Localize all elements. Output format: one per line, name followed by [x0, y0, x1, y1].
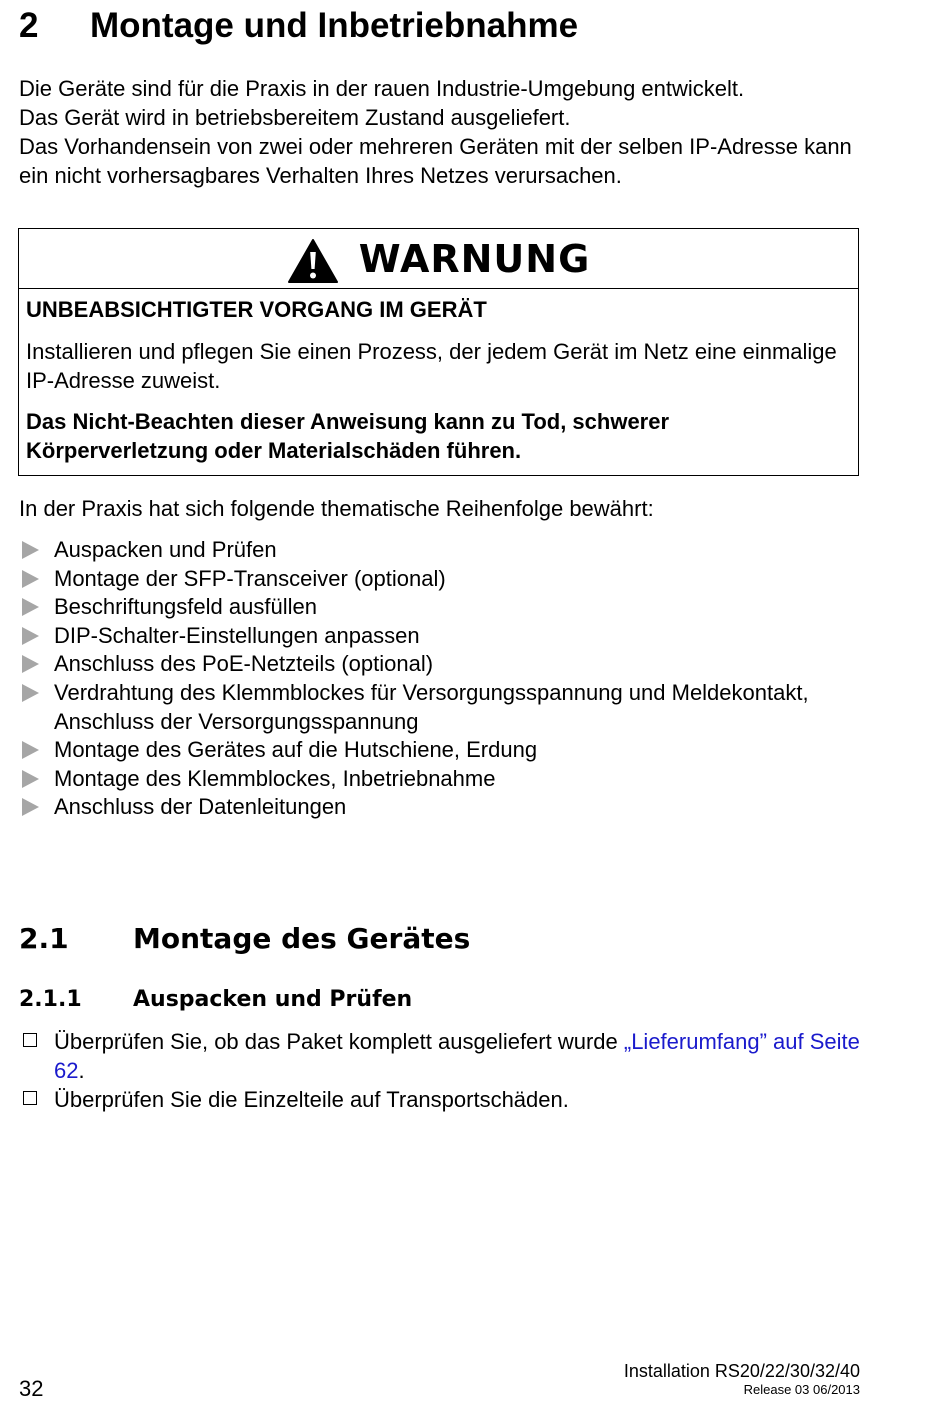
list-item — [19, 593, 879, 622]
section-title: Montage des Gerätes — [133, 922, 471, 955]
warning-header — [19, 229, 858, 289]
triangle-bullet-icon — [22, 741, 39, 759]
section-number: 2.1 — [19, 922, 69, 955]
subsection-title: Auspacken und Prüfen — [133, 987, 413, 1012]
subsection-heading — [19, 987, 412, 1012]
checklist-text: Überprüfen Sie, ob das Paket komplett ausgeliefert wurde — [54, 1029, 624, 1054]
chapter-title: Montage und Inbetriebnahme — [90, 6, 579, 45]
intro-line: Das Gerät wird in betriebsbereitem Zustand ausgeliefert. — [19, 105, 571, 130]
triangle-bullet-icon — [22, 684, 39, 702]
warning-text: Installieren und pflegen Sie einen Prozess, der jedem Gerät im Netz eine einmalige IP-Adresse zuweist. — [26, 339, 837, 393]
list-item — [19, 565, 879, 594]
warning-body — [19, 289, 858, 465]
page-number: 32 — [19, 1376, 44, 1401]
checkbox-icon — [23, 1091, 37, 1105]
list-item-text: Anschluss der Datenleitungen — [54, 794, 347, 820]
list-item — [19, 765, 879, 794]
triangle-bullet-icon — [22, 798, 39, 816]
warning-consequence: Das Nicht-Beachten dieser Anweisung kann zu Tod, schwerer Körperverletzung oder Materialschäden führen. — [26, 409, 670, 463]
footer-release: Release 03 06/2013 — [743, 1382, 860, 1397]
intro-line: Das Vorhandensein von zwei oder mehreren Geräten mit der selben IP-Adresse kann ein nicht vorhersagbares Verhalten Ihres Netzes verursachen. — [19, 134, 852, 188]
list-item-text: Auspacken und Prüfen — [54, 537, 277, 562]
triangle-bullet-icon — [22, 598, 39, 616]
triangle-bullet-icon — [22, 655, 39, 673]
lieferumfang-link[interactable]: „Lieferumfang” auf Seite 62 — [54, 1029, 860, 1083]
list-item-text: Montage des Klemmblockes, Inbetriebnahme — [54, 765, 496, 791]
warning-subtitle: UNBEABSICHTIGTER VORGANG IM GERÄT — [26, 297, 487, 322]
intro-paragraph — [19, 74, 869, 190]
intro-line: Die Geräte sind für die Praxis in der rauen Industrie-Umgebung entwickelt. — [19, 76, 745, 101]
section-heading — [19, 922, 470, 955]
list-item — [19, 679, 879, 736]
warning-box — [18, 228, 859, 476]
triangle-bullet-icon — [22, 570, 39, 588]
list-item-text: DIP-Schalter-Einstellungen anpassen — [54, 622, 420, 648]
list-item-text: Montage des Gerätes auf die Hutschiene, Erdung — [54, 737, 538, 763]
footer-doc-title: Installation RS20/22/30/32/40 — [623, 1361, 860, 1381]
sequence-intro: In der Praxis hat sich folgende thematische Reihenfolge bewährt: — [19, 496, 654, 521]
checklist-item — [19, 1027, 879, 1085]
step-list — [19, 536, 879, 822]
list-item — [19, 736, 879, 765]
list-item — [19, 536, 879, 565]
triangle-bullet-icon — [22, 541, 39, 559]
checkbox-icon — [23, 1033, 37, 1047]
checklist-text: Überprüfen Sie die Einzelteile auf Transportschäden. — [54, 1087, 569, 1112]
list-item-text: Beschriftungsfeld ausfüllen — [54, 594, 317, 620]
chapter-number: 2 — [19, 6, 39, 45]
list-item — [19, 793, 879, 822]
checklist — [19, 1027, 879, 1114]
chapter-heading — [19, 6, 578, 46]
subsection-number: 2.1.1 — [19, 987, 82, 1012]
list-item-text: Anschluss des PoE-Netzteils (optional) — [54, 651, 434, 677]
triangle-bullet-icon — [22, 627, 39, 645]
warning-title: WARNUNG — [358, 236, 591, 281]
triangle-bullet-icon — [22, 770, 39, 788]
list-item-text: Verdrahtung des Klemmblockes für Versorgungsspannung und Meldekontakt, Anschluss der Versorgungsspannung — [54, 679, 809, 734]
list-item — [19, 650, 879, 679]
checklist-item — [19, 1085, 879, 1114]
warning-triangle-icon — [287, 238, 339, 284]
list-item — [19, 622, 879, 651]
checklist-text-end: . — [78, 1058, 85, 1083]
list-item-text: Montage der SFP-Transceiver (optional) — [54, 565, 446, 591]
